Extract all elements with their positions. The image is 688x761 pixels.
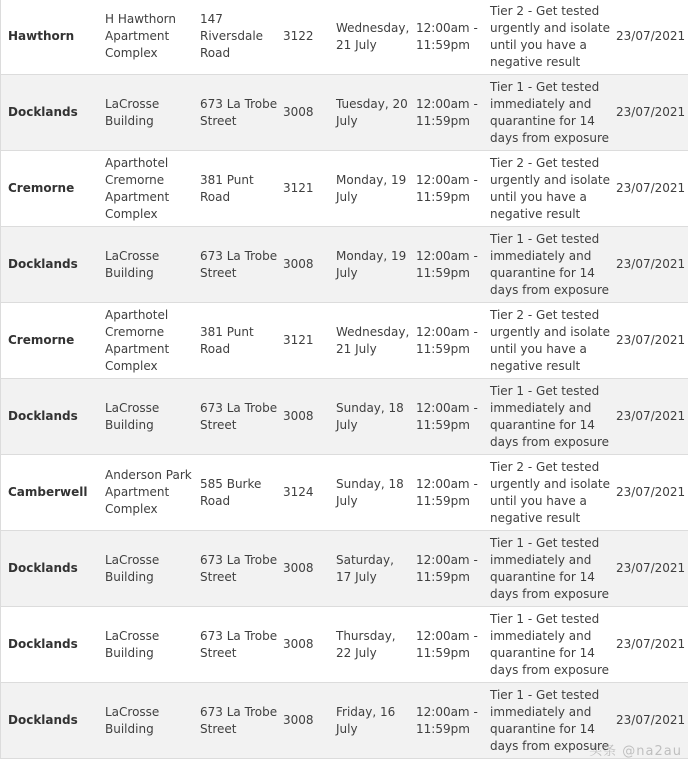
health-advice-text: Tier 1 - Get tested immediately and quarantine for 14 days from exposure [490, 383, 610, 449]
site-text: LaCrosse Building [105, 628, 160, 660]
site-cell [105, 0, 197, 74]
site-text: LaCrosse Building [105, 400, 160, 432]
date-text: Friday, 16 July [336, 704, 396, 736]
health-advice-text: Tier 1 - Get tested immediately and quarantine for 14 days from exposure [490, 79, 610, 145]
date-text: Thursday, 22 July [336, 628, 396, 660]
postcode-cell: 3008 [283, 409, 314, 423]
table-row [0, 607, 688, 683]
table-row [0, 683, 688, 759]
exposure-time-cell [416, 0, 486, 74]
suburb-cell: Docklands [8, 713, 78, 727]
health-advice-text: Tier 1 - Get tested immediately and quarantine for 14 days from exposure [490, 535, 610, 601]
added-date-cell: 23/07/2021 [616, 105, 686, 119]
date-text: Sunday, 18 July [336, 476, 404, 508]
watermark: 头条 @na2au [589, 744, 682, 759]
health-advice-cell [490, 455, 612, 530]
time-text: 12:00am - 11:59pm [416, 96, 478, 128]
site-cell [105, 75, 197, 150]
health-advice-text: Tier 2 - Get tested urgently and isolate until you have a negative result [490, 3, 610, 69]
address-cell [200, 379, 280, 454]
table-row [0, 379, 688, 455]
health-advice-text: Tier 2 - Get tested urgently and isolate until you have a negative result [490, 307, 610, 373]
address-cell [200, 0, 280, 74]
table-row [0, 151, 688, 227]
time-text: 12:00am - 11:59pm [416, 20, 478, 52]
table-row [0, 303, 688, 379]
added-date-cell: 23/07/2021 [616, 29, 686, 43]
exposure-date-cell [336, 75, 412, 150]
added-date-cell: 23/07/2021 [616, 485, 686, 499]
health-advice-text: Tier 1 - Get tested immediately and quarantine for 14 days from exposure [490, 687, 610, 753]
postcode-cell: 3008 [283, 637, 314, 651]
health-advice-cell [490, 151, 612, 226]
exposure-time-cell [416, 455, 486, 530]
address-text: 381 Punt Road [200, 324, 254, 356]
site-text: LaCrosse Building [105, 704, 160, 736]
address-cell [200, 227, 280, 302]
exposure-time-cell [416, 303, 486, 378]
time-text: 12:00am - 11:59pm [416, 552, 478, 584]
exposure-time-cell [416, 75, 486, 150]
postcode-cell: 3008 [283, 105, 314, 119]
address-cell [200, 75, 280, 150]
added-date-cell: 23/07/2021 [616, 181, 686, 195]
address-cell [200, 683, 280, 758]
table-row [0, 75, 688, 151]
exposure-time-cell [416, 379, 486, 454]
address-text: 673 La Trobe Street [200, 628, 278, 660]
site-text: Aparthotel Cremorne Apartment Complex [105, 155, 170, 221]
address-cell [200, 607, 280, 682]
suburb-cell: Docklands [8, 105, 78, 119]
added-date-cell: 23/07/2021 [616, 637, 686, 651]
site-text: LaCrosse Building [105, 248, 160, 280]
site-cell [105, 683, 197, 758]
health-advice-text: Tier 1 - Get tested immediately and quarantine for 14 days from exposure [490, 231, 610, 297]
address-text: 147 Riversdale Road [200, 12, 264, 60]
suburb-cell: Docklands [8, 409, 78, 423]
added-date-cell: 23/07/2021 [616, 561, 686, 575]
health-advice-cell [490, 227, 612, 302]
date-text: Monday, 19 July [336, 248, 407, 280]
address-cell [200, 303, 280, 378]
suburb-cell: Cremorne [8, 181, 75, 195]
time-text: 12:00am - 11:59pm [416, 628, 478, 660]
time-text: 12:00am - 11:59pm [416, 704, 478, 736]
site-text: Anderson Park Apartment Complex [105, 468, 192, 516]
address-text: 673 La Trobe Street [200, 400, 278, 432]
exposure-time-cell [416, 227, 486, 302]
site-text: LaCrosse Building [105, 552, 160, 584]
exposure-date-cell [336, 303, 412, 378]
site-text: LaCrosse Building [105, 96, 160, 128]
address-text: 673 La Trobe Street [200, 96, 278, 128]
exposure-date-cell [336, 607, 412, 682]
time-text: 12:00am - 11:59pm [416, 400, 478, 432]
table-row [0, 455, 688, 531]
health-advice-text: Tier 1 - Get tested immediately and quarantine for 14 days from exposure [490, 611, 610, 677]
suburb-cell: Docklands [8, 561, 78, 575]
address-text: 585 Burke Road [200, 476, 262, 508]
health-advice-cell [490, 379, 612, 454]
table-row [0, 0, 688, 75]
health-advice-cell [490, 0, 612, 74]
site-cell [105, 531, 197, 606]
postcode-cell: 3121 [283, 181, 314, 195]
exposure-date-cell [336, 379, 412, 454]
health-advice-text: Tier 2 - Get tested urgently and isolate until you have a negative result [490, 459, 610, 525]
health-advice-cell [490, 75, 612, 150]
table-row [0, 227, 688, 303]
date-text: Tuesday, 20 July [336, 96, 408, 128]
health-advice-cell [490, 303, 612, 378]
date-text: Sunday, 18 July [336, 400, 404, 432]
time-text: 12:00am - 11:59pm [416, 248, 478, 280]
address-text: 673 La Trobe Street [200, 704, 278, 736]
suburb-cell: Camberwell [8, 485, 88, 499]
exposure-time-cell [416, 531, 486, 606]
suburb-cell: Hawthorn [8, 29, 75, 43]
site-cell [105, 151, 197, 226]
address-text: 673 La Trobe Street [200, 248, 278, 280]
exposure-date-cell [336, 0, 412, 74]
address-cell [200, 455, 280, 530]
added-date-cell: 23/07/2021 [616, 713, 686, 727]
site-text: Aparthotel Cremorne Apartment Complex [105, 307, 170, 373]
suburb-cell: Docklands [8, 637, 78, 651]
suburb-cell: Docklands [8, 257, 78, 271]
postcode-cell: 3121 [283, 333, 314, 347]
added-date-cell: 23/07/2021 [616, 333, 686, 347]
exposure-date-cell [336, 683, 412, 758]
date-text: Saturday, 17 July [336, 552, 394, 584]
postcode-cell: 3122 [283, 29, 314, 43]
address-text: 381 Punt Road [200, 172, 254, 204]
date-text: Monday, 19 July [336, 172, 407, 204]
postcode-cell: 3124 [283, 485, 314, 499]
date-text: Wednesday, 21 July [336, 20, 410, 52]
postcode-cell: 3008 [283, 713, 314, 727]
exposure-date-cell [336, 151, 412, 226]
address-text: 673 La Trobe Street [200, 552, 278, 584]
address-cell [200, 531, 280, 606]
added-date-cell: 23/07/2021 [616, 409, 686, 423]
postcode-cell: 3008 [283, 561, 314, 575]
exposure-date-cell [336, 227, 412, 302]
exposure-time-cell [416, 607, 486, 682]
time-text: 12:00am - 11:59pm [416, 476, 478, 508]
exposure-date-cell [336, 455, 412, 530]
table-row [0, 531, 688, 607]
time-text: 12:00am - 11:59pm [416, 172, 478, 204]
exposure-date-cell [336, 531, 412, 606]
exposure-time-cell [416, 151, 486, 226]
site-cell [105, 303, 197, 378]
site-cell [105, 607, 197, 682]
site-cell [105, 379, 197, 454]
suburb-cell: Cremorne [8, 333, 75, 347]
health-advice-cell [490, 531, 612, 606]
postcode-cell: 3008 [283, 257, 314, 271]
exposure-time-cell [416, 683, 486, 758]
time-text: 12:00am - 11:59pm [416, 324, 478, 356]
site-text: H Hawthorn Apartment Complex [105, 12, 177, 60]
date-text: Wednesday, 21 July [336, 324, 410, 356]
added-date-cell: 23/07/2021 [616, 257, 686, 271]
site-cell [105, 227, 197, 302]
address-cell [200, 151, 280, 226]
health-advice-text: Tier 2 - Get tested urgently and isolate until you have a negative result [490, 155, 610, 221]
site-cell [105, 455, 197, 530]
health-advice-cell [490, 607, 612, 682]
